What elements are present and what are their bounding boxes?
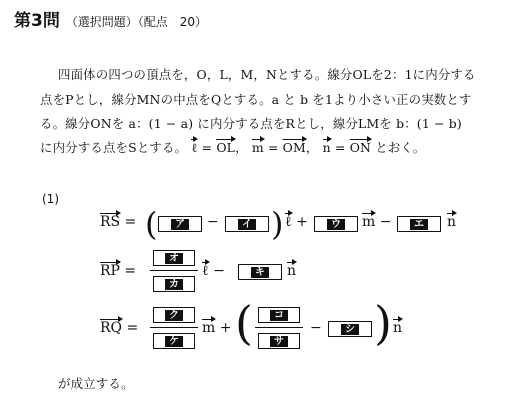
- vector-n-eq1: n: [447, 214, 457, 230]
- vector-n: n: [322, 140, 331, 155]
- term-n-rp: [287, 263, 296, 279]
- problem-number: 第3問: [14, 11, 60, 31]
- vector-l-eq2: ℓ: [202, 263, 209, 279]
- vector-RP: $\overline{RP}$: [100, 263, 120, 279]
- term-m-rq: m +: [202, 320, 232, 336]
- part-label: (1): [42, 192, 59, 206]
- term-m: m −: [362, 214, 392, 230]
- answer-box-shi[interactable]: [328, 321, 372, 337]
- vector-OM: $\overline{OM}$: [282, 140, 306, 155]
- answer-box-ka[interactable]: [153, 276, 195, 292]
- equation-rs: $\overline{RS}$ =: [100, 214, 137, 230]
- answer-box-e[interactable]: [397, 216, 441, 232]
- answer-box-o[interactable]: [153, 250, 195, 266]
- answer-box-e-label: エ: [410, 219, 428, 230]
- answer-box-i-label: イ: [238, 219, 256, 230]
- vector-m: m: [251, 140, 264, 155]
- vector-n-eq3: n: [393, 320, 403, 336]
- problem-line-4-text: に内分する点をSとする。: [40, 140, 188, 155]
- answer-box-ko[interactable]: [258, 307, 300, 323]
- paren-open: (: [145, 205, 158, 243]
- answer-box-ka-label: カ: [165, 279, 183, 290]
- minus-sign: −: [207, 214, 219, 230]
- answer-box-u[interactable]: [314, 216, 358, 232]
- vector-OL: $\overline{OL}$: [216, 140, 236, 155]
- vector-n-eq2: n: [287, 263, 297, 279]
- vector-l: ℓ: [191, 140, 198, 155]
- big-paren-open: (: [235, 296, 253, 350]
- fraction-bar-rq1: [150, 327, 198, 328]
- vector-m-eq1: m: [362, 214, 376, 230]
- big-paren-close: ): [374, 296, 392, 350]
- paren-close: ): [271, 205, 284, 243]
- vector-RS: $\overline{RS}$: [100, 214, 121, 230]
- answer-box-u-label: ウ: [327, 219, 345, 230]
- term-n: [447, 214, 456, 230]
- vector-ON: $\overline{ON}$: [349, 140, 372, 155]
- answer-box-ku[interactable]: [153, 307, 195, 323]
- answer-box-ki[interactable]: [238, 264, 282, 280]
- equation-rp: $\overline{RP}$ =: [100, 263, 137, 279]
- answer-box-ku-label: ク: [165, 310, 183, 321]
- answer-box-shi-label: シ: [341, 324, 359, 335]
- answer-box-i[interactable]: [225, 216, 269, 232]
- problem-title: [14, 6, 207, 31]
- vector-RQ: $\overline{RQ}$: [100, 320, 123, 336]
- equation-rq: $\overline{RQ}$ =: [100, 320, 139, 336]
- problem-line-4-end: とおく。: [375, 140, 426, 155]
- answer-box-o-label: オ: [165, 253, 183, 264]
- term-l: ℓ +: [285, 214, 308, 230]
- problem-points: （選択問題）（配点 20）: [65, 15, 208, 29]
- problem-line-3: る。線分ONを a：(1 − a) に内分する点をRとし，線分LMを b：(1 − b): [40, 116, 462, 131]
- problem-line-1: 四面体の四つの頂点を，O，L，M，Nとする。線分OLを2：1に内分する: [58, 67, 476, 82]
- answer-box-sa-label: サ: [270, 336, 288, 347]
- answer-box-ko-label: コ: [270, 310, 288, 321]
- closing-text: が成立する。: [58, 376, 134, 391]
- vector-m-eq3: m: [202, 320, 216, 336]
- term-l-rp: ℓ −: [202, 263, 225, 279]
- answer-box-ki-label: キ: [251, 267, 269, 278]
- vector-l-eq1: ℓ: [285, 214, 292, 230]
- problem-line-2: 点をPとし，線分MNの中点をQとする。a と b を1より小さい正の実数とす: [40, 92, 472, 107]
- answer-box-sa[interactable]: [258, 333, 300, 349]
- fraction-bar-rq2: [255, 327, 303, 328]
- answer-box-a[interactable]: [158, 216, 202, 232]
- minus-sign-rq: −: [310, 320, 322, 336]
- answer-box-ke-label: ケ: [165, 336, 183, 347]
- problem-line-4: に内分する点をSとする。 ℓ = $\overline{OL}$， $m = \overline{OM}$， $n = \overline{ON}$ とおく。: [40, 140, 426, 155]
- answer-box-a-label: ア: [171, 219, 189, 230]
- fraction-bar-rp: [150, 270, 198, 271]
- term-n-rq: [393, 320, 402, 336]
- answer-box-ke[interactable]: [153, 333, 195, 349]
